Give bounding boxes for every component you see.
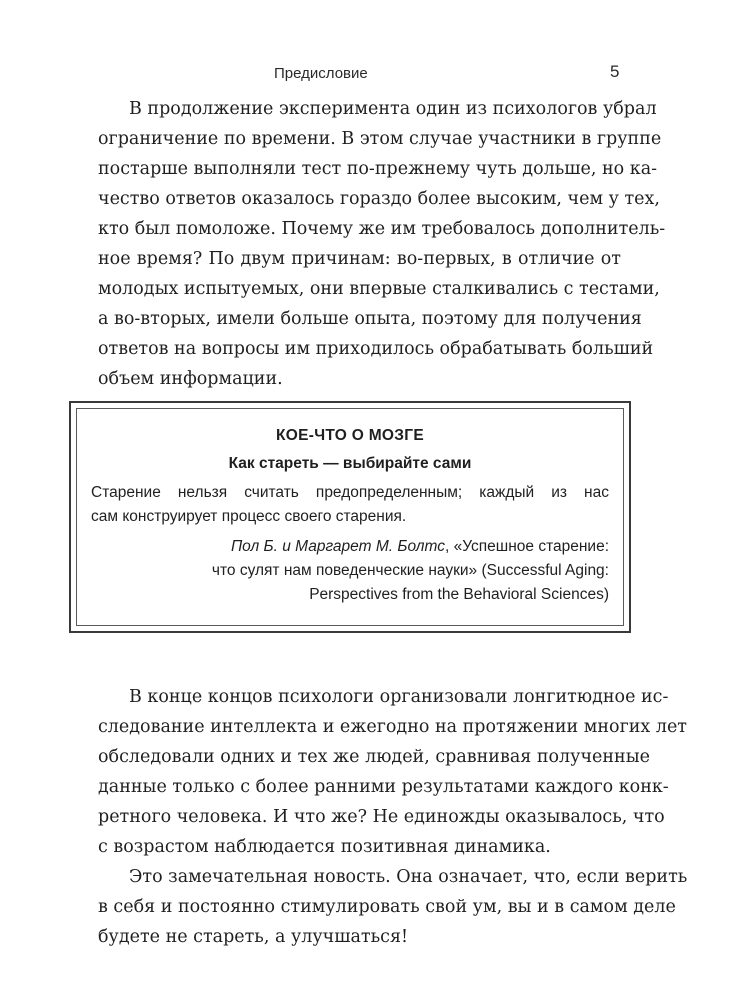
paragraph-line: молодых испытуемых, они впервые сталкивались с тестами, xyxy=(98,279,660,299)
paragraph-line: Это замечательная новость. Она означает, что, если верить xyxy=(129,867,688,887)
paragraph-line: обследовали одних и тех же людей, сравнивая полученные xyxy=(98,747,651,767)
paragraph-line: следование интеллекта и ежегодно на протяжении многих лет xyxy=(98,717,687,737)
attribution-line-3: Perspectives from the Behavioral Sciences) xyxy=(309,586,609,603)
running-header xyxy=(0,62,751,86)
paragraph-line: кто был помоложе. Почему же им требовалось дополнитель- xyxy=(98,219,666,239)
paragraph-line: объем информации. xyxy=(98,369,283,389)
paragraph-line: в себя и постоянно стимулировать свой ум, вы и в самом деле xyxy=(98,897,676,917)
attribution-authors: Пол Б. и Маргарет М. Болтс xyxy=(230,538,445,555)
paragraph-line: данные только с более ранними результатами каждого конк- xyxy=(98,777,669,797)
quote-line: Старение нельзя считать предопределенным; каждый из нас xyxy=(91,484,609,501)
paragraph-line: В конце концов психологи организовали лонгитюдное ис- xyxy=(129,687,669,707)
paragraph-2 xyxy=(98,682,688,952)
paragraph-line: ретного человека. И что же? Не единожды оказывалось, что xyxy=(98,807,665,827)
paragraph-line: чество ответов оказалось гораздо более высоким, чем у тех, xyxy=(98,189,660,209)
paragraph-line: а во-вторых, имели больше опыта, поэтому для получения xyxy=(98,309,642,329)
sidebar-box xyxy=(69,401,631,633)
paragraph-line: ответов на вопросы им приходилось обрабатывать больший xyxy=(98,339,654,359)
quote-line: сам конструирует процесс своего старения. xyxy=(91,508,407,525)
paragraph-line: В продолжение эксперимента один из психологов убрал xyxy=(129,99,657,119)
paragraph-line: ограничение по времени. В этом случае участники в группе xyxy=(98,129,662,149)
sidebar-subheading: Как стареть — выбирайте сами xyxy=(228,455,472,472)
paragraph-1 xyxy=(98,94,666,394)
paragraph-line: постарше выполняли тест по-прежнему чуть дольше, но ка- xyxy=(98,159,658,179)
sidebar-content xyxy=(91,427,609,607)
attribution-title-start: , «Успешное старение: xyxy=(444,538,609,555)
paragraph-line: с возрастом наблюдается позитивная динамика. xyxy=(98,837,551,857)
paragraph-line: будете не стареть, а улучшаться! xyxy=(98,927,409,947)
sidebar-quote xyxy=(91,481,609,529)
sidebar-attribution xyxy=(91,535,609,607)
attribution-line-1 xyxy=(91,535,609,559)
page-number: 5 xyxy=(610,62,620,81)
attribution-line-2: что сулят нам поведенческие науки» (Successful Aging: xyxy=(211,562,609,579)
section-title: Предисловие xyxy=(274,65,368,82)
paragraph-line: ное время? По двум причинам: во-первых, в отличие от xyxy=(98,249,621,269)
sidebar-heading: КОЕ-ЧТО О МОЗГЕ xyxy=(275,427,425,444)
